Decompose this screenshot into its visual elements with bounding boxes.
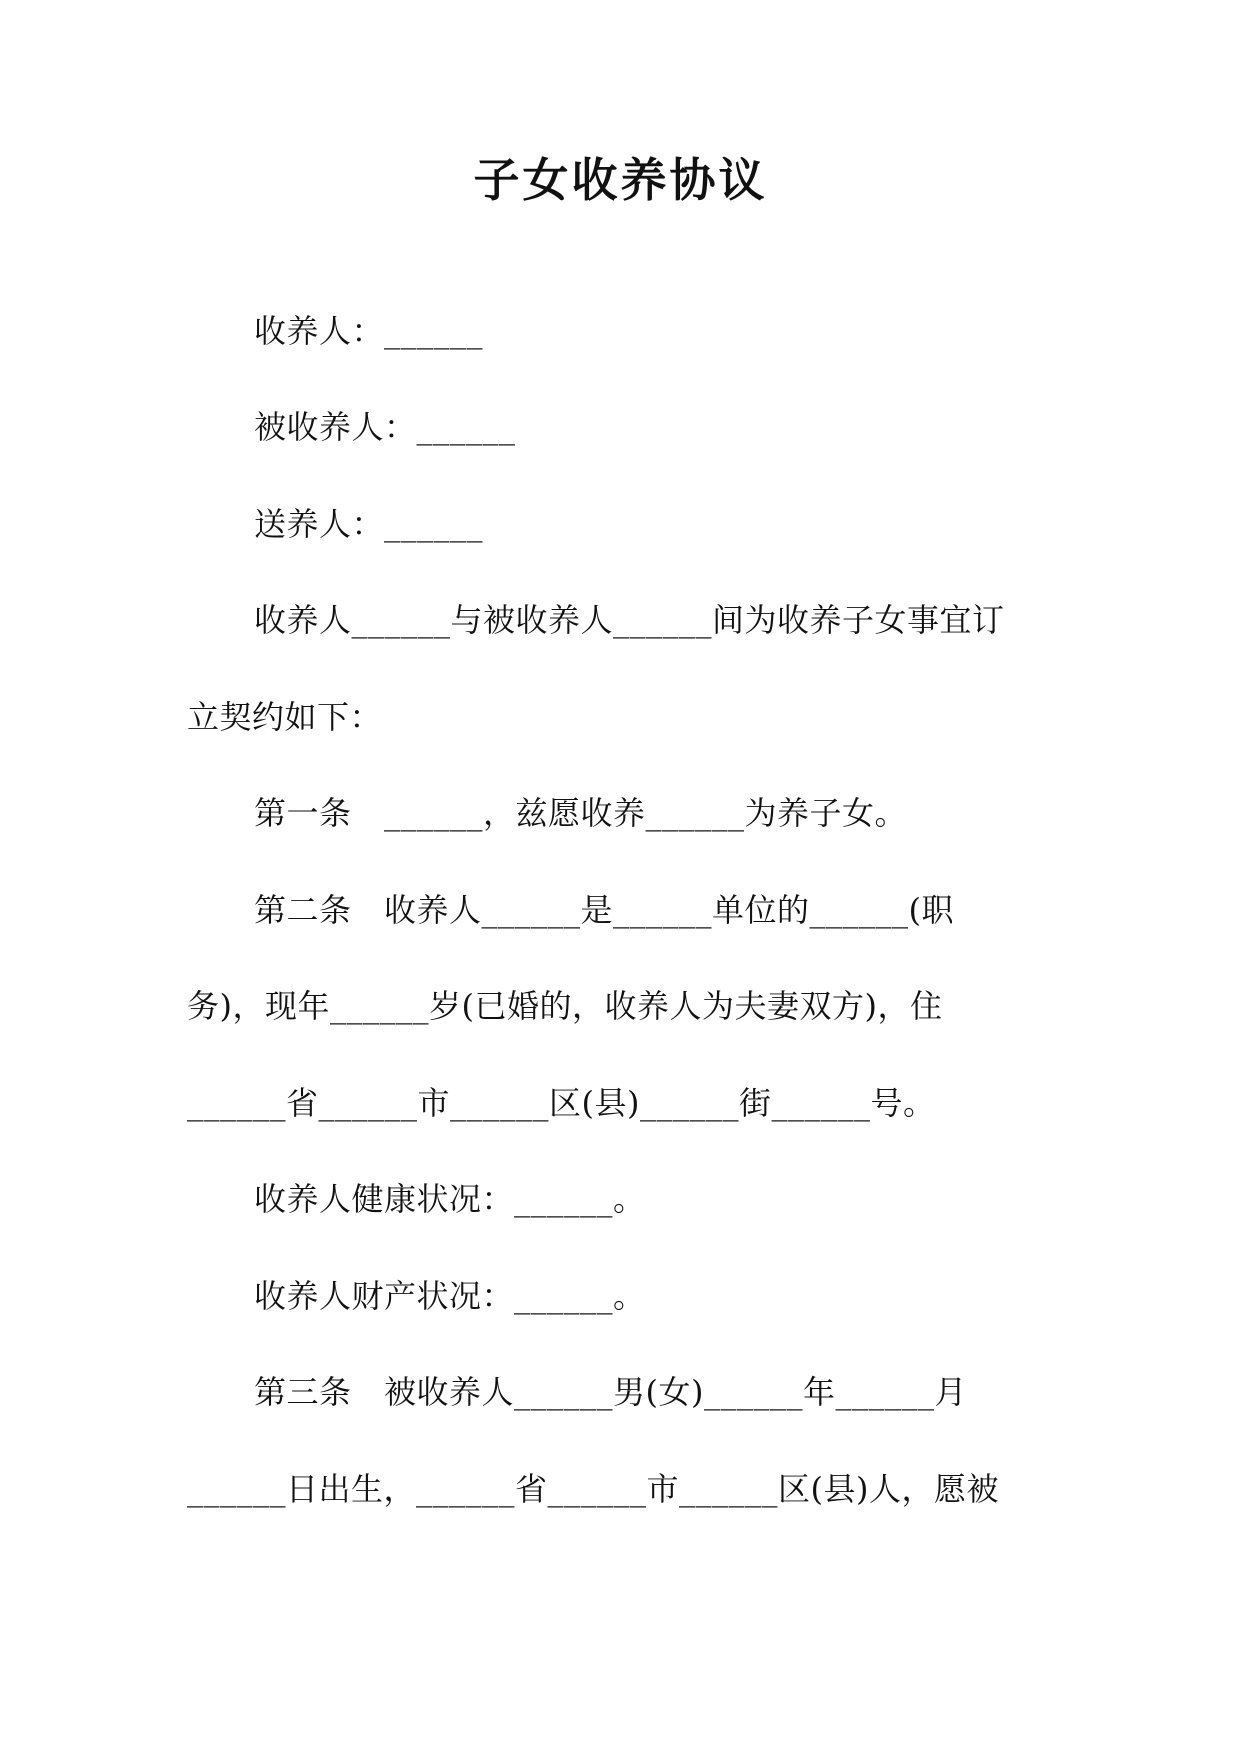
- adopter-health-line: 收养人健康状况：______。: [254, 1180, 646, 1218]
- adoptee-line: 被收养人：______: [254, 408, 516, 446]
- preamble-line-1: 收养人______与被收养人______间为收养子女事宜订: [254, 601, 1005, 639]
- article-2-line-2: 务)，现年______岁(已婚的，收养人为夫妻双方)，住: [187, 987, 943, 1025]
- article-2-line-3: ______省______市______区(县)______街______号。: [187, 1084, 936, 1122]
- adopter-line: 收养人：______: [254, 312, 484, 350]
- article-3-line-2: ______日出生，______省______市______区(县)人，愿被: [187, 1470, 999, 1508]
- article-3-line-1: 第三条 被收养人______男(女)______年______月: [254, 1373, 967, 1411]
- relinquisher-line: 送养人：______: [254, 505, 484, 543]
- adopter-property-line: 收养人财产状况：______。: [254, 1277, 646, 1315]
- preamble-line-2: 立契约如下：: [187, 698, 383, 736]
- article-2-line-1: 第二条 收养人______是______单位的______(职: [254, 891, 954, 929]
- article-1-line: 第一条 ______，兹愿收养______为养子女。: [254, 794, 908, 832]
- document-title: 子女收养协议: [473, 153, 768, 207]
